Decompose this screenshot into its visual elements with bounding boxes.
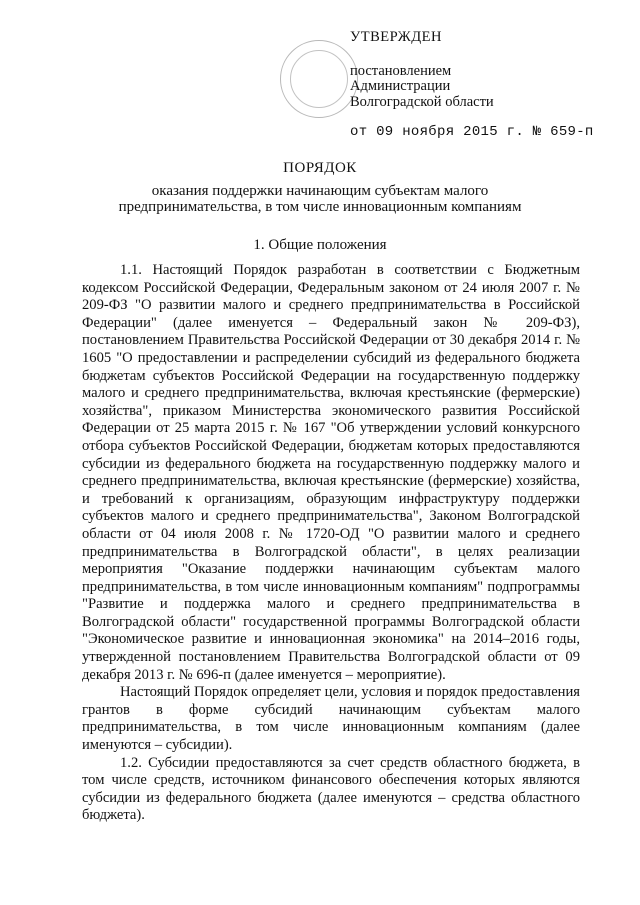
paragraph-1-2: 1.2. Субсидии предоставляются за счет средств областного бюджета, в том числе средств, источником финансового обеспечения которых являются субсидии из федерального бюджета (далее именуются – средства областного бюджета).	[82, 754, 580, 824]
approval-line-1: постановлением	[350, 62, 452, 79]
document-title: ПОРЯДОК	[283, 160, 357, 176]
section-heading: 1. Общие положения	[253, 237, 387, 253]
approval-block	[350, 30, 640, 141]
paragraph-1-1: 1.1. Настоящий Порядок разработан в соответствии с Бюджетным кодексом Российской Федерации, Федеральным законом от 24 июля 2007 г. № 209-ФЗ "О развитии малого и среднего предпринимательства в Российской Федерации" (далее именуется – Федеральный закон № 209-ФЗ), постановлением Правительства Российской Федерации от 30 декабря 2014 г. № 1605 "О предоставлении и распределении субсидий из федерального бюджета бюджетам субъектов Российской Федерации на государственную поддержку малого и среднего предпринимательства, включая крестьянские (фермерские) хозяйства", приказом Министерства экономического развития Российской Федерации от 25 марта 2015 г. № 167 "Об утверждении условий конкурсного отбора субъектов Российской Федерации, бюджетам которых предоставляются субсидии из федерального бюджета на государственную поддержку малого и среднего предпринимательства, включая крестьянские (фермерские) хозяйства, и требований к организациям, образующим инфраструктуру поддержки субъектов малого и среднего предпринимательства", Законом Волгоградской области от 04 июля 2008 г. № 1720-ОД "О развитии малого и среднего предпринимательства в Волгоградской области", в целях реализации мероприятия "Оказание поддержки начинающим субъектам малого предпринимательства, в том числе инновационным компаниям" подпрограммы "Развитие и поддержка малого и среднего предпринимательства в Волгоградской области" государственной программы Волгоградской области "Экономическое развитие и инновационная экономика" на 2014–2016 годы, утвержденной постановлением Правительства Волгоградской области от 09 декабря 2013 г. № 696-п (далее именуется – мероприятие).	[82, 262, 580, 683]
approval-line-2: Администрации	[350, 78, 451, 94]
document-body	[82, 262, 580, 825]
stamp-inner-ring	[290, 50, 348, 108]
subtitle-line-1: оказания поддержки начинающим субъектам малого	[151, 183, 489, 199]
approval-date-line: от 09 ноября 2015 г. № 659-п	[350, 124, 594, 140]
approval-line-3: Волгоградской области	[350, 93, 494, 110]
document-subtitle	[0, 183, 640, 215]
approval-title: УТВЕРЖДЕН	[350, 29, 442, 45]
subtitle-line-2: предпринимательства, в том числе инновационным компаниям	[118, 199, 522, 215]
official-stamp	[280, 40, 358, 118]
paragraph-purpose: Настоящий Порядок определяет цели, условия и порядок предоставления грантов в форме субсидий начинающим субъектам малого предпринимательства, в том числе инновационным компаниям (далее именуются – субсидии).	[82, 684, 580, 754]
